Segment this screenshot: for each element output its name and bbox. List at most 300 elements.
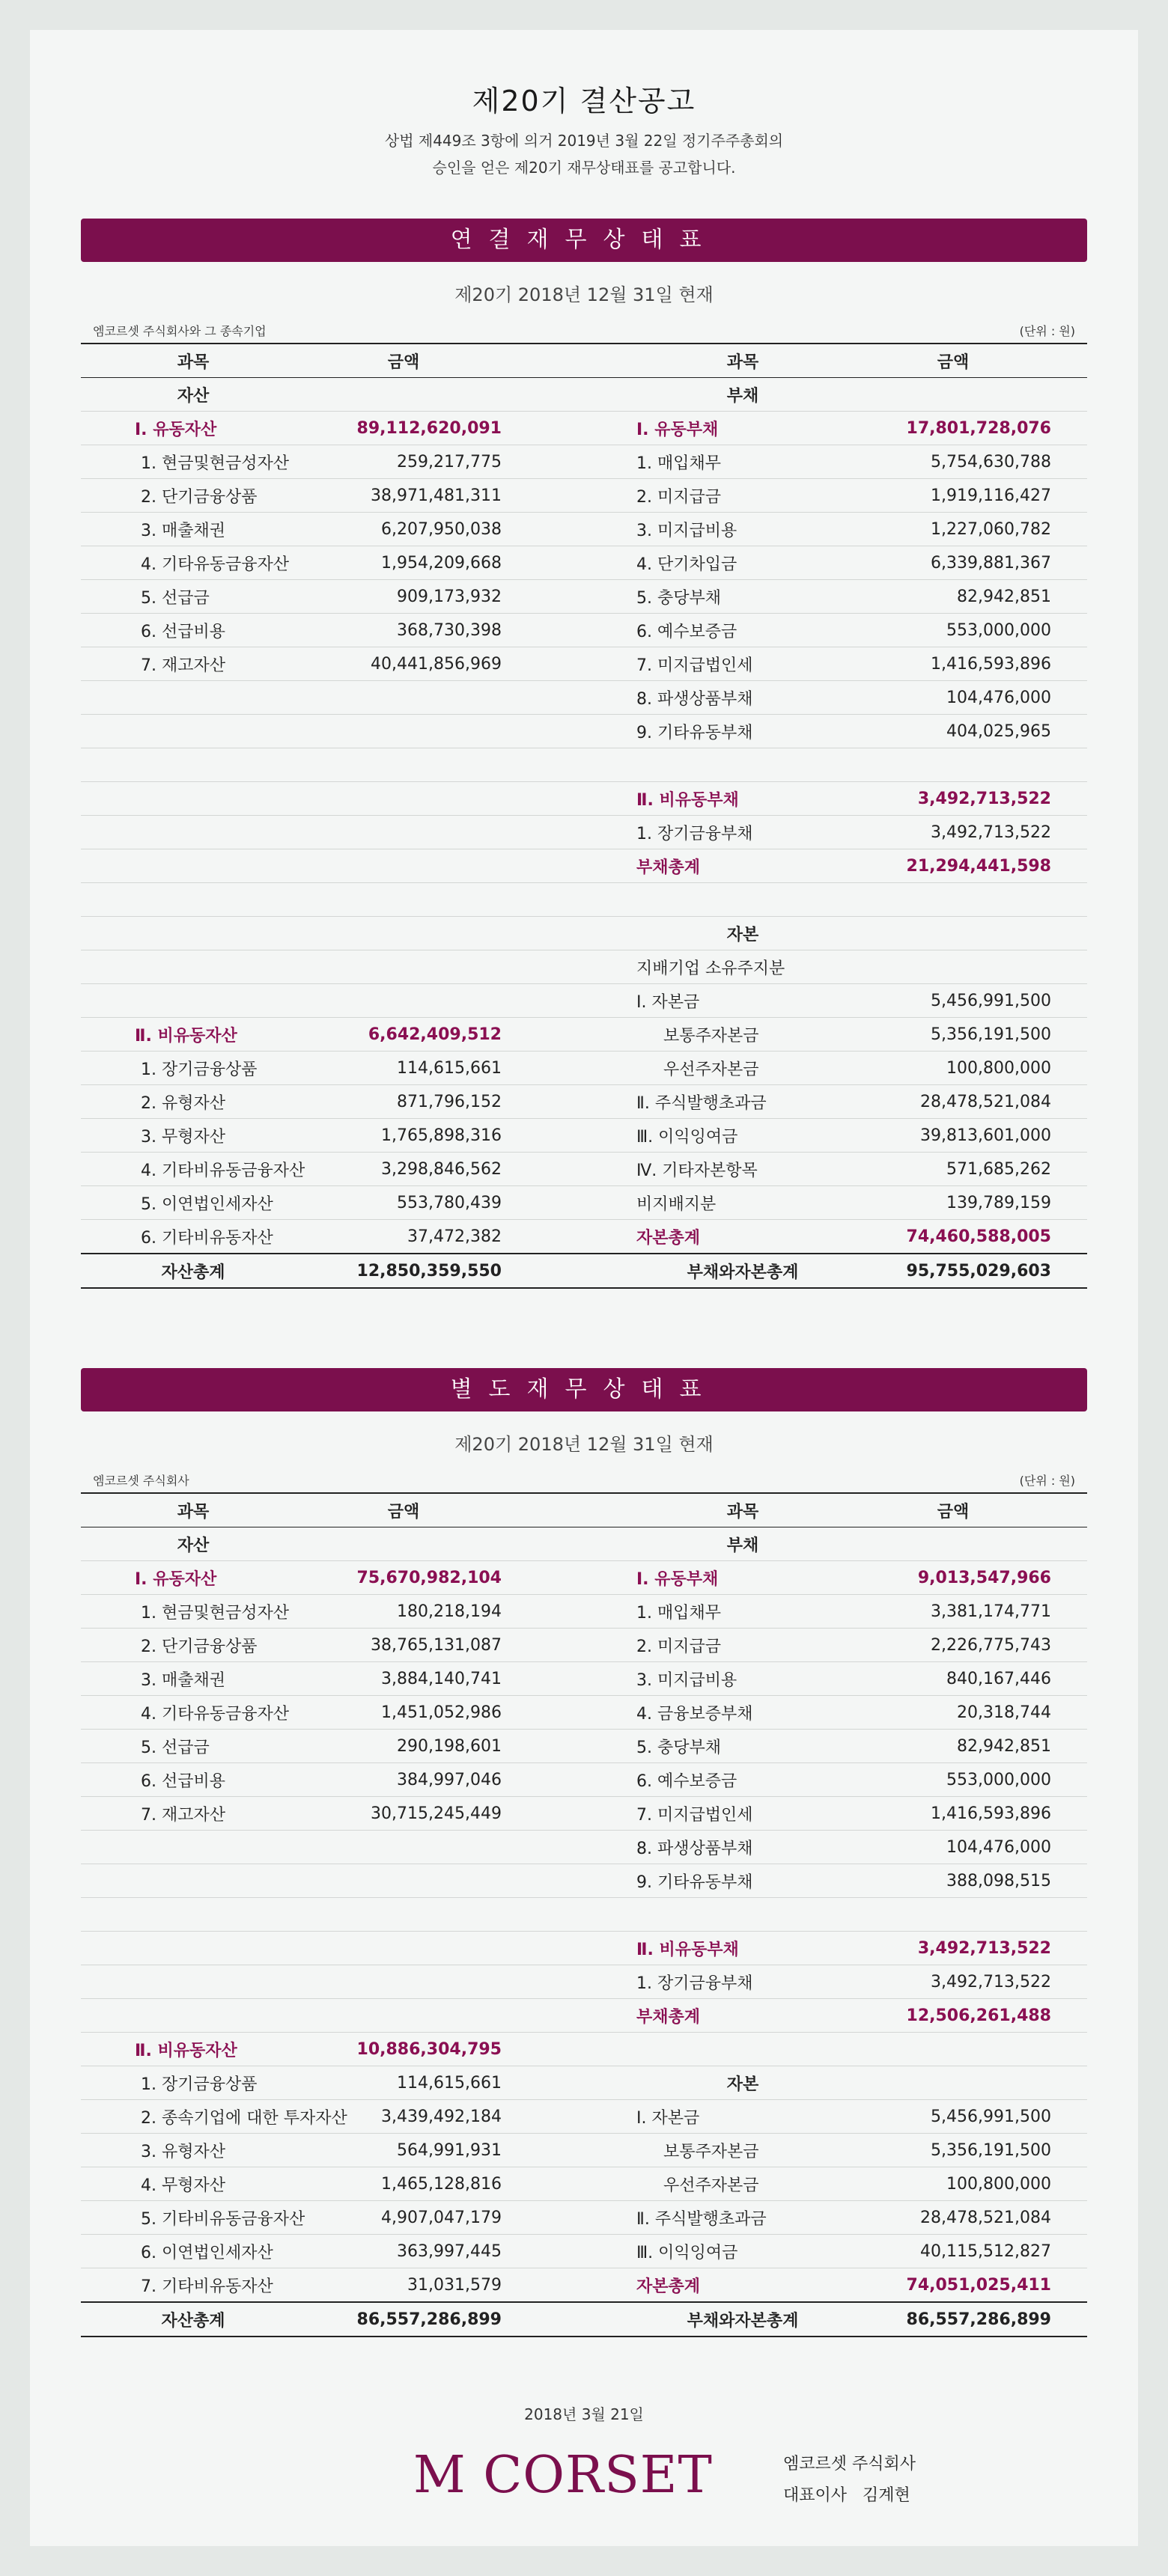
asset-item: 1. 현금및현금성자산	[81, 1595, 305, 1629]
spacer-cell	[1051, 1595, 1087, 1629]
spacer-cell	[1051, 1932, 1087, 1965]
table-row	[81, 479, 1087, 513]
asset-amount	[305, 748, 502, 782]
spacer-cell	[502, 1898, 630, 1932]
spacer-cell	[502, 2167, 630, 2201]
spacer-cell	[502, 1831, 630, 1864]
table-row	[81, 614, 1087, 647]
table-row	[81, 748, 1087, 782]
page-title: 제20기 결산공고	[472, 85, 696, 117]
table-row	[81, 1831, 1087, 1864]
asset-amount: 6,207,950,038	[305, 513, 502, 546]
table-row	[81, 917, 1087, 950]
spacer-cell	[1051, 816, 1087, 849]
liability-amount: 95,755,029,603	[855, 1254, 1051, 1288]
intro-text	[30, 127, 1138, 181]
spacer-cell	[1051, 984, 1087, 1018]
spacer-cell	[1051, 2100, 1087, 2134]
spacer-cell	[1051, 2268, 1087, 2303]
spacer-cell	[1051, 378, 1087, 412]
col-header-item: 과목	[81, 344, 305, 378]
liability-item: 1. 장기금융부채	[630, 816, 855, 849]
liability-item: 2. 미지급금	[630, 1629, 855, 1662]
asset-amount: 6,642,409,512	[305, 1018, 502, 1052]
asset-item: 6. 선급비용	[81, 614, 305, 647]
consolidated-company: 엠코르셋 주식회사와 그 종속기업	[93, 324, 267, 338]
asset-amount	[305, 849, 502, 883]
liability-item: 자본	[630, 2066, 855, 2100]
liability-item: 우선주자본금	[630, 1052, 855, 1085]
asset-item: 2. 종속기업에 대한 투자자산	[81, 2100, 305, 2134]
asset-amount: 30,715,245,449	[305, 1797, 502, 1831]
liability-item: 비지배지분	[630, 1186, 855, 1220]
liability-amount: 12,506,261,488	[855, 1999, 1051, 2033]
asset-item: 4. 기타유동금융자산	[81, 1696, 305, 1730]
liability-item: 부채와자본총계	[630, 2302, 855, 2337]
asset-amount: 89,112,620,091	[305, 412, 502, 445]
asset-amount	[305, 1831, 502, 1864]
table-row	[81, 681, 1087, 715]
liability-item: Ⅱ. 비유동부채	[630, 782, 855, 816]
liability-amount	[855, 1898, 1051, 1932]
asset-amount	[305, 1527, 502, 1561]
asset-amount: 1,765,898,316	[305, 1119, 502, 1153]
spacer-cell	[502, 2235, 630, 2268]
col-header-item: 과목	[81, 1493, 305, 1527]
liability-amount: 6,339,881,367	[855, 546, 1051, 580]
liability-amount: 5,356,191,500	[855, 2134, 1051, 2167]
spacer-cell	[502, 883, 630, 917]
spacer-cell	[502, 2201, 630, 2235]
intro-line-1: 상법 제449조 3항에 의거 2019년 3월 22일 정기주주총회의	[384, 132, 784, 150]
spacer-cell	[502, 950, 630, 984]
asset-item: Ⅰ. 유동자산	[81, 412, 305, 445]
spacer-cell	[1051, 1864, 1087, 1898]
table-row	[81, 1932, 1087, 1965]
table-row	[81, 2268, 1087, 2303]
asset-amount	[305, 1999, 502, 2033]
asset-amount	[305, 1864, 502, 1898]
asset-item: 자산	[81, 1527, 305, 1561]
table-header-row	[81, 1493, 1087, 1527]
asset-amount: 4,907,047,179	[305, 2201, 502, 2235]
table-row	[81, 1254, 1087, 1288]
table-row	[81, 950, 1087, 984]
asset-amount: 553,780,439	[305, 1186, 502, 1220]
liability-item: 우선주자본금	[630, 2167, 855, 2201]
liability-item: 7. 미지급법인세	[630, 1797, 855, 1831]
spacer-cell	[1051, 1018, 1087, 1052]
notice-date: 2018년 3월 21일	[524, 2405, 644, 2423]
spacer-cell	[502, 2066, 630, 2100]
liability-item: 1. 장기금융부채	[630, 1965, 855, 1999]
asset-item: 3. 유형자산	[81, 2134, 305, 2167]
spacer-cell	[1051, 1831, 1087, 1864]
table-row	[81, 1629, 1087, 1662]
table-row	[81, 2201, 1087, 2235]
table-row	[81, 1561, 1087, 1595]
liability-amount: 9,013,547,966	[855, 1561, 1051, 1595]
spacer-cell	[502, 445, 630, 479]
liability-item: 보통주자본금	[630, 1018, 855, 1052]
liability-amount: 3,381,174,771	[855, 1595, 1051, 1629]
asset-item	[81, 715, 305, 748]
liability-amount: 5,456,991,500	[855, 2100, 1051, 2134]
asset-item: Ⅰ. 유동자산	[81, 1561, 305, 1595]
table-row	[81, 849, 1087, 883]
table-row	[81, 2033, 1087, 2066]
spacer-cell	[1051, 1662, 1087, 1696]
asset-amount: 31,031,579	[305, 2268, 502, 2303]
liability-item: 9. 기타유동부채	[630, 715, 855, 748]
spacer-cell	[1051, 2235, 1087, 2268]
table-row	[81, 1085, 1087, 1119]
spacer-cell	[502, 1864, 630, 1898]
liability-item: 자본	[630, 917, 855, 950]
asset-amount: 3,884,140,741	[305, 1662, 502, 1696]
spacer-cell	[502, 1018, 630, 1052]
asset-amount: 1,451,052,986	[305, 1696, 502, 1730]
liability-item: Ⅳ. 기타자본항목	[630, 1153, 855, 1186]
spacer-cell	[1051, 2033, 1087, 2066]
table-row	[81, 1965, 1087, 1999]
liability-item: Ⅱ. 비유동부채	[630, 1932, 855, 1965]
spacer-cell	[502, 546, 630, 580]
liability-item	[630, 883, 855, 917]
liability-item: Ⅰ. 자본금	[630, 2100, 855, 2134]
spacer-cell	[1051, 614, 1087, 647]
spacer-cell	[502, 1999, 630, 2033]
liability-amount: 21,294,441,598	[855, 849, 1051, 883]
spacer-cell	[502, 1052, 630, 1085]
spacer-cell	[1051, 1629, 1087, 1662]
asset-item: 자산총계	[81, 1254, 305, 1288]
liability-item: 부채총계	[630, 1999, 855, 2033]
company-logo: M CORSET	[413, 2446, 713, 2505]
asset-amount: 1,465,128,816	[305, 2167, 502, 2201]
spacer-cell	[1051, 1153, 1087, 1186]
table-row	[81, 715, 1087, 748]
spacer-cell	[502, 984, 630, 1018]
spacer-cell	[502, 2302, 630, 2337]
spacer-cell	[502, 748, 630, 782]
spacer-cell	[502, 1662, 630, 1696]
spacer-cell	[1051, 950, 1087, 984]
asset-amount: 38,971,481,311	[305, 479, 502, 513]
footer-ceo: 대표이사 김계현	[783, 2486, 910, 2505]
liability-amount: 1,227,060,782	[855, 513, 1051, 546]
spacer-cell	[1051, 2066, 1087, 2100]
asset-item: 3. 무형자산	[81, 1119, 305, 1153]
spacer-cell	[502, 479, 630, 513]
liability-item: Ⅱ. 주식발행초과금	[630, 1085, 855, 1119]
asset-amount	[305, 984, 502, 1018]
liability-amount: 3,492,713,522	[855, 816, 1051, 849]
asset-item: 7. 기타비유동자산	[81, 2268, 305, 2303]
liability-item: 자본총계	[630, 1220, 855, 1254]
asset-amount: 114,615,661	[305, 1052, 502, 1085]
asset-item: 6. 선급비용	[81, 1763, 305, 1797]
liability-amount	[855, 2066, 1051, 2100]
table-row	[81, 1730, 1087, 1763]
asset-amount: 363,997,445	[305, 2235, 502, 2268]
asset-item	[81, 917, 305, 950]
liability-item: Ⅰ. 유동부채	[630, 412, 855, 445]
table-row	[81, 546, 1087, 580]
spacer-cell	[1051, 1254, 1087, 1288]
table-row	[81, 1696, 1087, 1730]
spacer-cell	[1051, 479, 1087, 513]
table-row	[81, 445, 1087, 479]
intro-line-2: 승인을 얻은 제20기 재무상태표를 공고합니다.	[432, 159, 736, 177]
spacer-cell	[1051, 2201, 1087, 2235]
liability-amount: 74,460,588,005	[855, 1220, 1051, 1254]
asset-item: 3. 매출채권	[81, 1662, 305, 1696]
asset-amount	[305, 917, 502, 950]
asset-item: 1. 장기금융상품	[81, 1052, 305, 1085]
asset-item: 4. 무형자산	[81, 2167, 305, 2201]
spacer-cell	[1051, 1797, 1087, 1831]
consolidated-table	[81, 343, 1087, 1289]
asset-item	[81, 1831, 305, 1864]
liability-amount: 39,813,601,000	[855, 1119, 1051, 1153]
asset-item	[81, 782, 305, 816]
liability-amount: 100,800,000	[855, 1052, 1051, 1085]
spacer-cell	[502, 1595, 630, 1629]
liability-item: 3. 미지급비용	[630, 513, 855, 546]
spacer-cell	[1051, 546, 1087, 580]
liability-amount: 5,754,630,788	[855, 445, 1051, 479]
spacer-cell	[1051, 917, 1087, 950]
table-row	[81, 513, 1087, 546]
liability-amount	[855, 1527, 1051, 1561]
separate-banner: 별도재무상태표	[81, 1368, 1087, 1411]
asset-amount	[305, 883, 502, 917]
spacer-cell	[502, 1153, 630, 1186]
col-header-amount: 금액	[305, 1493, 502, 1527]
spacer-cell	[502, 1085, 630, 1119]
table-row	[81, 2302, 1087, 2337]
spacer-cell	[502, 580, 630, 614]
table-row	[81, 1119, 1087, 1153]
spacer-cell	[502, 1186, 630, 1220]
asset-amount	[305, 1932, 502, 1965]
table-row	[81, 1018, 1087, 1052]
spacer-cell	[1051, 1052, 1087, 1085]
spacer-cell	[1051, 782, 1087, 816]
liability-amount: 840,167,446	[855, 1662, 1051, 1696]
table-row	[81, 2100, 1087, 2134]
spacer-cell	[1051, 1085, 1087, 1119]
liability-amount: 28,478,521,084	[855, 2201, 1051, 2235]
liability-amount: 86,557,286,899	[855, 2302, 1051, 2337]
table-row	[81, 816, 1087, 849]
table-row	[81, 1527, 1087, 1561]
spacer-cell	[502, 1561, 630, 1595]
asset-amount	[305, 816, 502, 849]
separate-unit: (단위 : 원)	[1019, 1474, 1075, 1488]
table-row	[81, 1864, 1087, 1898]
liability-amount: 553,000,000	[855, 614, 1051, 647]
spacer-cell	[502, 2100, 630, 2134]
spacer-cell	[502, 1629, 630, 1662]
asset-amount	[305, 950, 502, 984]
col-header-item: 과목	[630, 344, 855, 378]
table-row	[81, 883, 1087, 917]
liability-item: 보통주자본금	[630, 2134, 855, 2167]
liability-item: 부채	[630, 1527, 855, 1561]
spacer-cell	[1051, 647, 1087, 681]
liability-amount: 40,115,512,827	[855, 2235, 1051, 2268]
liability-amount: 3,492,713,522	[855, 782, 1051, 816]
liability-item	[630, 1898, 855, 1932]
liability-amount: 139,789,159	[855, 1186, 1051, 1220]
spacer-cell	[1051, 2167, 1087, 2201]
col-header-item: 과목	[630, 1493, 855, 1527]
liability-amount: 553,000,000	[855, 1763, 1051, 1797]
spacer-cell	[1051, 1527, 1087, 1561]
liability-item: 부채와자본총계	[630, 1254, 855, 1288]
spacer-cell	[1051, 715, 1087, 748]
liability-item: 6. 예수보증금	[630, 614, 855, 647]
separate-company: 엠코르셋 주식회사	[93, 1474, 189, 1488]
spacer-cell	[1051, 1898, 1087, 1932]
asset-item: 5. 기타비유동금융자산	[81, 2201, 305, 2235]
liability-amount: 100,800,000	[855, 2167, 1051, 2201]
liability-amount	[855, 2033, 1051, 2066]
asset-item	[81, 1999, 305, 2033]
consolidated-banner: 연결재무상태표	[81, 219, 1087, 262]
spacer-cell	[1051, 1730, 1087, 1763]
liability-amount: 404,025,965	[855, 715, 1051, 748]
table-row	[81, 378, 1087, 412]
liability-item: 5. 충당부채	[630, 580, 855, 614]
table-row	[81, 782, 1087, 816]
liability-amount: 1,919,116,427	[855, 479, 1051, 513]
table-row	[81, 580, 1087, 614]
liability-amount: 3,492,713,522	[855, 1932, 1051, 1965]
liability-amount: 5,456,991,500	[855, 984, 1051, 1018]
spacer-cell	[502, 1730, 630, 1763]
asset-item	[81, 984, 305, 1018]
table-row	[81, 1797, 1087, 1831]
asset-item: Ⅱ. 비유동자산	[81, 1018, 305, 1052]
table-row	[81, 647, 1087, 681]
asset-amount: 10,886,304,795	[305, 2033, 502, 2066]
spacer-cell	[1051, 1119, 1087, 1153]
spacer-cell	[502, 1932, 630, 1965]
spacer-cell	[1051, 412, 1087, 445]
asset-amount: 3,298,846,562	[305, 1153, 502, 1186]
spacer-cell	[502, 1119, 630, 1153]
spacer-cell	[1051, 1186, 1087, 1220]
liability-amount	[855, 917, 1051, 950]
spacer-cell	[1051, 681, 1087, 715]
asset-amount: 180,218,194	[305, 1595, 502, 1629]
liability-item: 자본총계	[630, 2268, 855, 2303]
spacer-cell	[502, 1696, 630, 1730]
asset-amount	[305, 681, 502, 715]
asset-amount: 12,850,359,550	[305, 1254, 502, 1288]
asset-item	[81, 1898, 305, 1932]
table-row	[81, 1052, 1087, 1085]
liability-item: 2. 미지급금	[630, 479, 855, 513]
liability-item: 4. 단기차입금	[630, 546, 855, 580]
table-row	[81, 984, 1087, 1018]
asset-amount	[305, 1898, 502, 1932]
asset-item	[81, 748, 305, 782]
liability-item: 부채총계	[630, 849, 855, 883]
spacer-cell	[502, 2268, 630, 2303]
spacer-cell	[502, 681, 630, 715]
spacer-cell	[502, 782, 630, 816]
table-header-row	[81, 344, 1087, 378]
liability-amount: 1,416,593,896	[855, 1797, 1051, 1831]
footer-company: 엠코르셋 주식회사	[783, 2455, 916, 2473]
spacer-cell	[1051, 2302, 1087, 2337]
spacer-cell	[502, 849, 630, 883]
liability-item: 1. 매입채무	[630, 1595, 855, 1629]
liability-amount: 82,942,851	[855, 1730, 1051, 1763]
asset-amount: 564,991,931	[305, 2134, 502, 2167]
liability-amount	[855, 883, 1051, 917]
spacer-cell	[502, 1797, 630, 1831]
liability-item: 6. 예수보증금	[630, 1763, 855, 1797]
asset-amount: 37,472,382	[305, 1220, 502, 1254]
liability-item: 3. 미지급비용	[630, 1662, 855, 1696]
asset-item: 5. 선급금	[81, 580, 305, 614]
liability-item: 부채	[630, 378, 855, 412]
liability-amount: 2,226,775,743	[855, 1629, 1051, 1662]
asset-item	[81, 1932, 305, 1965]
asset-item: 6. 기타비유동자산	[81, 1220, 305, 1254]
asset-item: 7. 재고자산	[81, 647, 305, 681]
liability-item: 9. 기타유동부채	[630, 1864, 855, 1898]
spacer-cell	[1051, 1220, 1087, 1254]
asset-amount: 384,997,046	[305, 1763, 502, 1797]
asset-item: 2. 단기금융상품	[81, 1629, 305, 1662]
liability-amount: 20,318,744	[855, 1696, 1051, 1730]
spacer-cell	[1051, 748, 1087, 782]
table-row	[81, 412, 1087, 445]
signature-block	[783, 2449, 916, 2512]
liability-amount: 1,416,593,896	[855, 647, 1051, 681]
asset-item: 7. 재고자산	[81, 1797, 305, 1831]
liability-amount: 388,098,515	[855, 1864, 1051, 1898]
liability-amount: 571,685,262	[855, 1153, 1051, 1186]
liability-item	[630, 2033, 855, 2066]
table-row	[81, 1153, 1087, 1186]
spacer-cell	[1051, 883, 1087, 917]
liability-amount: 104,476,000	[855, 681, 1051, 715]
liability-item	[630, 748, 855, 782]
spacer-cell	[1051, 1763, 1087, 1797]
spacer-cell	[1051, 1696, 1087, 1730]
asset-amount: 909,173,932	[305, 580, 502, 614]
spacer-cell	[502, 614, 630, 647]
liability-amount: 28,478,521,084	[855, 1085, 1051, 1119]
asset-item: 자산	[81, 378, 305, 412]
asset-amount: 871,796,152	[305, 1085, 502, 1119]
spacer-cell	[1051, 1965, 1087, 1999]
asset-amount: 114,615,661	[305, 2066, 502, 2100]
spacer-cell	[502, 378, 630, 412]
liability-item: Ⅲ. 이익잉여금	[630, 1119, 855, 1153]
asset-item: 5. 이연법인세자산	[81, 1186, 305, 1220]
spacer-cell	[502, 1527, 630, 1561]
table-row	[81, 1220, 1087, 1254]
liability-amount: 104,476,000	[855, 1831, 1051, 1864]
